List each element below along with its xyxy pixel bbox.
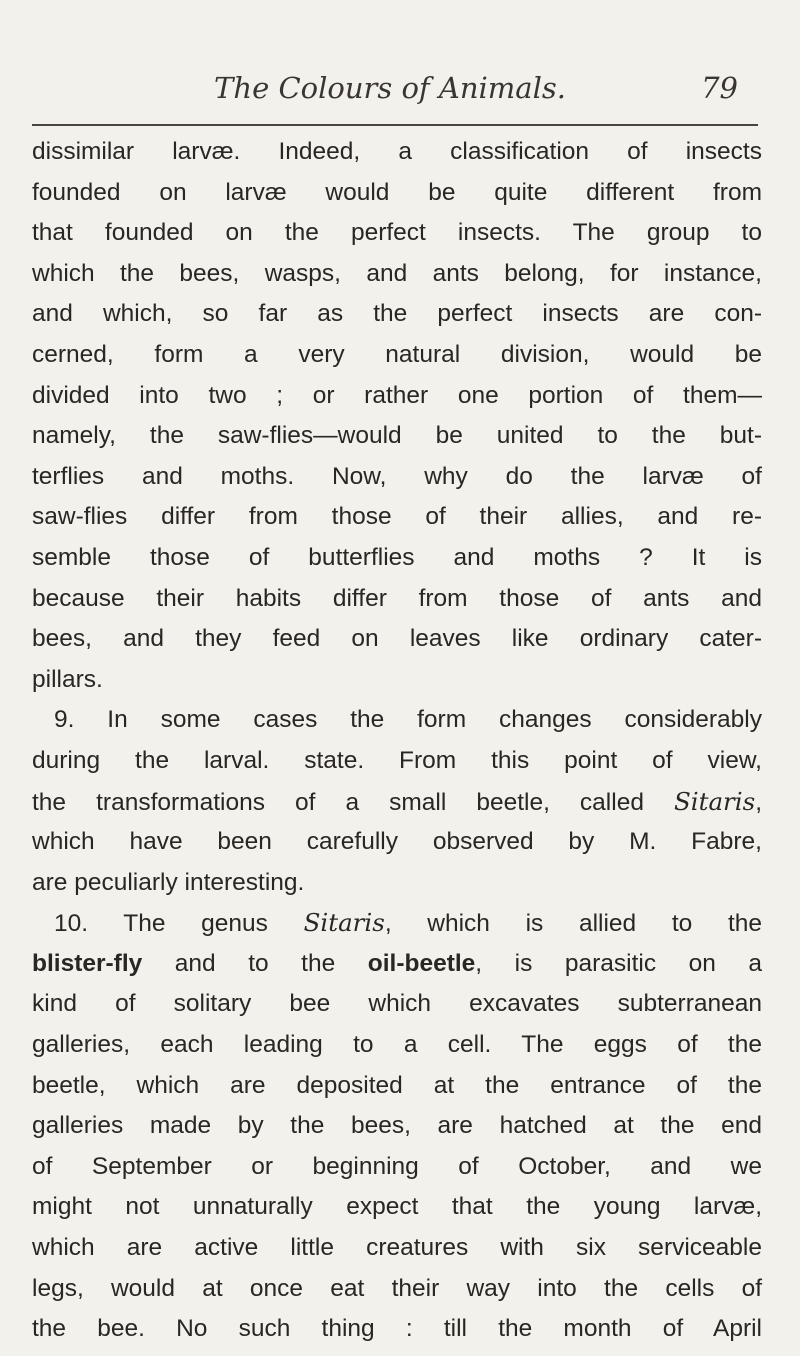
text-line: are peculiarly interesting. [32, 868, 305, 896]
text-line: which have been carefully observed by M. Fabre, [32, 828, 762, 856]
header-rule [32, 124, 758, 126]
text-line: kind of solitary bee which excavates subterranean [32, 990, 762, 1018]
text-run: , [755, 788, 762, 816]
text-line: bees, and they feed on leaves like ordinary cater- [32, 625, 762, 653]
text-run: the transformations of a small beetle, called [32, 788, 674, 816]
text-line: divided into two ; or rather one portion of them— [32, 381, 762, 409]
text-run: and to the [142, 949, 368, 977]
text-line: the bee. No such thing : till the month of April [32, 1315, 762, 1343]
text-run: , is parasitic on a [475, 949, 762, 977]
text-line: during the larval. state. From this point of view, [32, 746, 762, 774]
body-text [32, 132, 762, 1350]
text-line: terflies and moths. Now, why do the larvæ of [32, 462, 762, 490]
text-line: which the bees, wasps, and ants belong, for instance, [32, 259, 762, 287]
text-line: of September or beginning of October, and we [32, 1152, 762, 1180]
text-line: cerned, form a very natural division, would be [32, 340, 762, 368]
page-number: 79 [701, 71, 738, 105]
text-line: which are active little creatures with six serviceable [32, 1234, 762, 1262]
text-line: because their habits differ from those of ants and [32, 584, 762, 612]
text-line: saw-flies differ from those of their allies, and re- [32, 503, 762, 531]
bold-term-oil-beetle: oil-beetle [367, 949, 476, 977]
text-line: might not unnaturally expect that the young larvæ, [32, 1193, 762, 1221]
italic-term-sitaris: Sitaris [673, 786, 756, 816]
paragraph-9-start: 9. In some cases the form changes considerably [54, 706, 762, 734]
text-line: namely, the saw-flies—would be united to the but- [32, 422, 762, 450]
bold-term-blister-fly: blister-fly [32, 949, 143, 977]
text-line: galleries made by the bees, are hatched at the end [32, 1112, 762, 1140]
text-line: dissimilar larvæ. Indeed, a classification of insects [32, 138, 762, 165]
running-title: The Colours of Animals. [214, 71, 566, 105]
text-run: 10. The genus [54, 910, 304, 938]
text-line: and which, so far as the perfect insects are con- [32, 300, 762, 328]
text-line: founded on larvæ would be quite different from [32, 178, 762, 206]
running-head [30, 70, 750, 110]
text-line: pillars. [32, 665, 103, 693]
text-line: that founded on the perfect insects. The group to [32, 219, 762, 247]
paragraph-10-start [32, 903, 762, 944]
text-line: beetle, which are deposited at the entrance of the [32, 1071, 762, 1099]
text-line: semble those of butterflies and moths ? It is [32, 543, 762, 571]
italic-term-sitaris: Sitaris [303, 908, 385, 938]
text-line: galleries, each leading to a cell. The eggs of the [32, 1031, 762, 1059]
text-line [32, 944, 762, 985]
text-run: , which is allied to the [384, 910, 762, 938]
text-line [32, 782, 762, 823]
text-line: legs, would at once eat their way into the cells of [32, 1274, 762, 1302]
